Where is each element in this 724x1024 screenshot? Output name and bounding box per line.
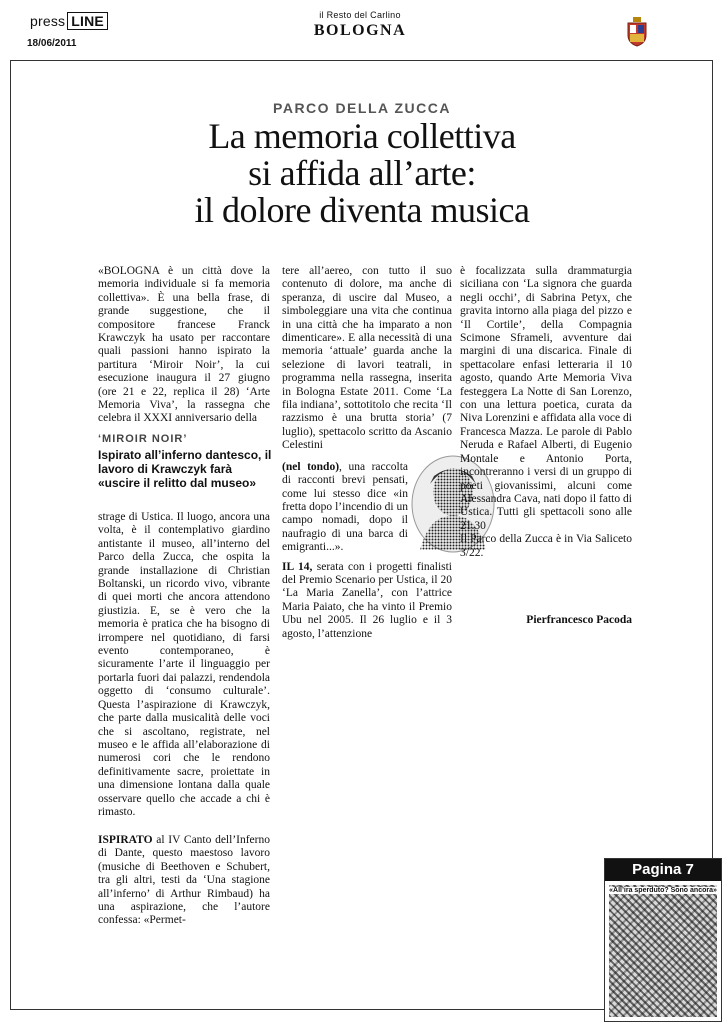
intro-paragraph: «BOLOGNA è un città dove la memoria individuale si fa memoria collettiva». È una bella frase, di grande suggestione, che il compositore francese Franck Krawczyk ha usato per raccontare quali passioni hanno ispirato la partitura ‘Miroir Noir’, la cui esecuzione inaugura il 27 giugno (ore 21 e 22, replica il 28) ‘Arte Memoria Viva’, la rassegna che celebra il XXXI anniversario della <box>98 265 270 425</box>
title-line-2: si affida all’arte: <box>248 153 476 193</box>
brand-press: press <box>30 13 66 29</box>
bologna-crest-icon <box>626 17 648 47</box>
brand-line: LINE <box>67 12 108 30</box>
page-header <box>0 0 724 56</box>
subheading-title: Ispirato all’inferno dantesco, il lavoro di Krawczyk farà «uscire il relitto dal museo» <box>98 448 272 490</box>
column-3 <box>460 265 632 560</box>
page-thumbnail-image <box>609 885 717 1017</box>
column-1-body <box>98 511 270 819</box>
column-2 <box>282 265 452 641</box>
article-title <box>0 118 724 229</box>
article-kicker: PARCO DELLA ZUCCA <box>273 100 451 116</box>
column-1-end <box>98 834 270 928</box>
newspaper-city: BOLOGNA <box>313 22 407 39</box>
lead-il-14: IL 14, <box>282 560 313 573</box>
page-thumbnail-badge[interactable] <box>604 858 722 1022</box>
newspaper-masthead <box>300 10 420 40</box>
pressline-logo <box>30 12 108 30</box>
newspaper-name: il Resto del Carlino <box>319 10 401 20</box>
title-line-3: il dolore diventa musica <box>194 190 530 230</box>
issue-date: 18/06/2011 <box>27 38 77 49</box>
column-1-intro <box>98 265 270 426</box>
lead-word-ispirato: ISPIRATO <box>98 834 153 846</box>
subheading-box <box>98 433 276 490</box>
author-signature: Pierfrancesco Pacoda <box>526 614 632 626</box>
body-paragraph: strage di Ustica. Il luogo, ancora una volta, è il contemplativo giardino antistante il museo, all’interno del Parco della Zucca, che ospita la grande installazione di Christian Boltanski, un ricordo vivo, vibrante di quei morti che ancora attendono giustizia. E, se è vero che la memoria è pratica che ha bisogno di irrompere nel quotidiano, di farsi evento contemporaneo, è sicuramente l’arte il linguaggio per portarla fuori dai palazzi, rendendola oggetto di ‘consumo culturale’. Questa l’aspirazione di Krawczyk, che parte dalla musicalità delle voci che si ascoltano, registrate, nel museo e le affida all’elaborazione di numerosi cori che le rendono definitivamente sacre, proiettate in una dimensione lontana dalla quale osservare quello che accade a chi è rimasto. <box>98 511 270 818</box>
lead-nel-tondo: (nel tondo) <box>282 460 340 473</box>
page-number-label: Pagina 7 <box>605 859 721 881</box>
venue-address: Il Parco della Zucca è in Via Saliceto 3/22. <box>460 533 632 559</box>
col2-paragraph-c: serata con i progetti finalisti del Premio Scenario per Ustica, il 20 ‘La Maria Zanella’, con l’attrice Maria Paiato, che ha vinto il Premio Ubu nel 2005. Il 26 luglio e il 3 agosto, l’attenzione <box>282 560 453 640</box>
body-paragraph-end: al IV Canto dell’Inferno di Dante, questo maestoso lavoro (musiche di Beethoven e Schubert, tra gli altri, testi da ‘Una stagione all’inferno’ di Arthur Rimbaud) ha una aspirazione, che l’autore confessa: «Permet- <box>98 834 270 927</box>
col2-paragraph-b: , una raccolta di racconti brevi pensati, come lui stesso dice «in fretta dopo l’incendio di un campo nomadi, dopo il naufragio di una barca di emigranti...». <box>282 460 408 554</box>
title-line-1: La memoria collettiva <box>208 116 516 156</box>
subheading-kicker: ‘MIROIR NOIR’ <box>98 433 188 445</box>
col3-paragraph: è focalizzata sulla drammaturgia siciliana con ‘La signora che guarda negli occhi’, di Sabrina Petyx, che gravita intorno alla piaga del pizzo e ‘Il Cortile’, della Compagnia Scimone Sframeli, avventure dai margini di una discarica. Finale di spettacolare enfasi letteraria il 10 agosto, quando Arte Memoria Viva festeggera La Notte di San Lorenzo, con una lettura poetica, curata da Niva Lorenzini e affidata alla voce di Francesca Mazza. Le parole di Pablo Neruda e Rafael Alberti, di Eugenio Montale e Antonio Porta, incontreranno i versi di un gruppo di poeti giovanissimi, alcuni come Alessandra Cava, nati dopo il fatto di Ustica. Tutti gli spettacoli sono alle 21.30 <box>460 265 632 532</box>
thumbnail-headline: «All’ira sperduto? Sono ancora» <box>609 887 717 894</box>
col2-paragraph-a: tere all’aereo, con tutto il suo contenuto di dolore, ma anche di speranza, di uscire dal Museo, a simboleggiare una vita che continua in una città che ha imparato a non dimenticare». E alla necessità di una memoria ‘attuale’ guarda anche la selezione di lavori teatrali, in programma nella rassegna, inserita in Bologna Estate 2011. Come ‘La fila indiana’, sottotitolo che recita ‘Il razzismo è una brutta storia’ (7 luglio), spettacolo scritto da Ascanio Celestini <box>282 265 452 452</box>
